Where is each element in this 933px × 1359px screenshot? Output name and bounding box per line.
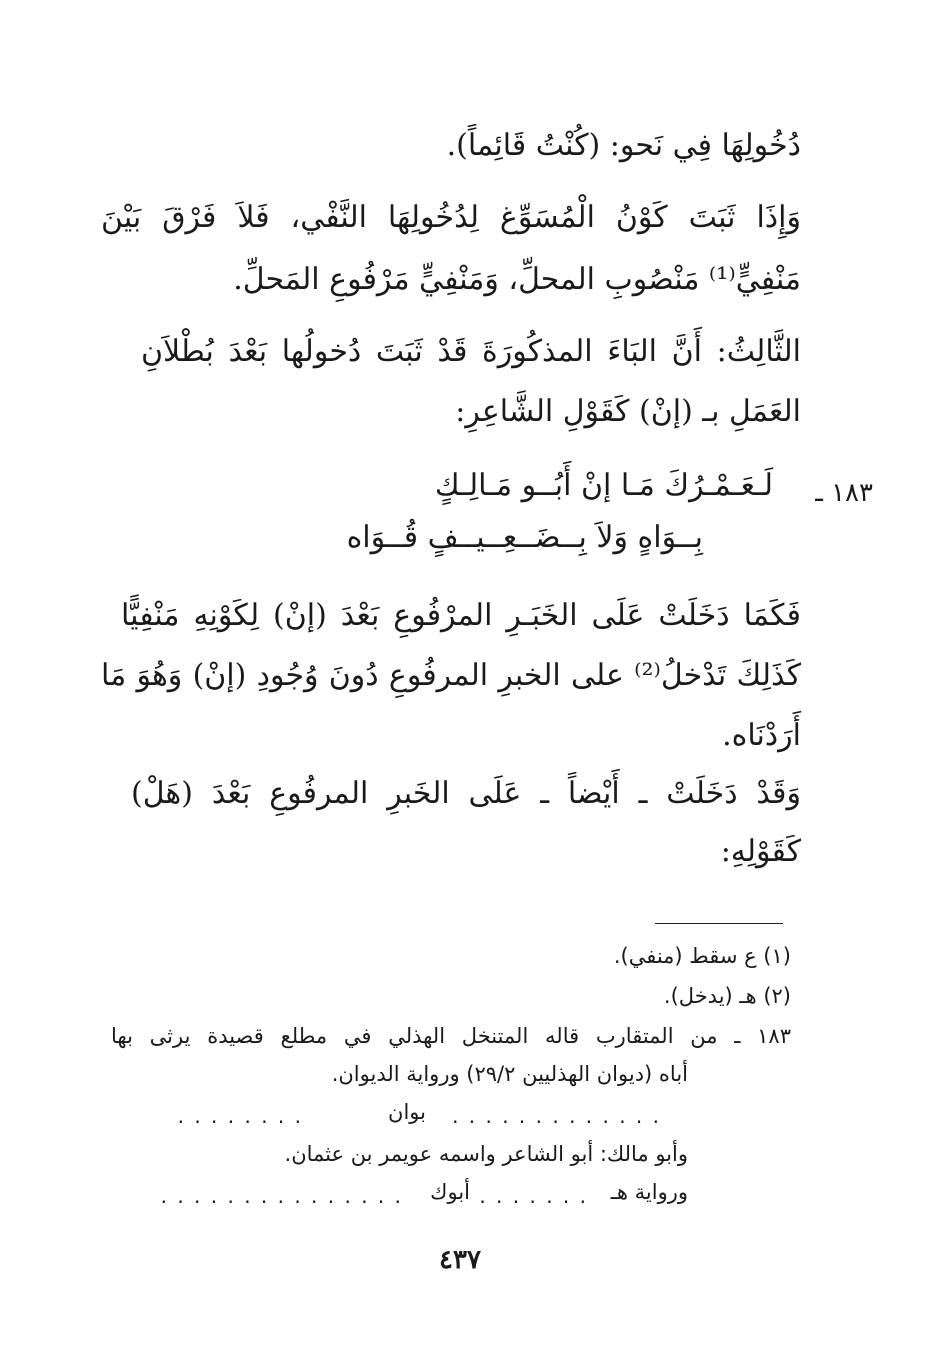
text-line: كَذَلِكَ تَدْخلُ⁽²⁾ على الخبرِ المرفُوعِ دُونَ وُجُودِ (إنْ) وَهُوَ مَا: [101, 658, 802, 693]
footnote-3-line-2: أباه (ديوان الهذليين ٢٩/٢) ورواية الديوان.: [331, 1062, 688, 1086]
footnote-1: (١) ع سقط (منفي).: [613, 944, 791, 968]
text-line: وَقَدْ دَخَلَتْ ـ أَيْضاً ـ عَلَى الخَبرِ المرفُوعِ بَعْدَ (هَلْ): [131, 776, 801, 811]
footnote-3-line-1: ١٨٣ ـ من المتقارب قاله المتنخل الهذلي في مطلع قصيدة يرثى بها: [111, 1024, 791, 1048]
text-line: دُخُولِهَا فِي نَحو: (كُنْتُ قَائِماً).: [446, 128, 801, 163]
footnote-3-variant-label: ورواية هـ: [610, 1180, 688, 1204]
text-line: كَقَوْلِهِ:: [720, 834, 801, 869]
footnote-2: (٢) هـ (يدخل).: [663, 984, 791, 1008]
page-number: ٤٣٧: [439, 1245, 481, 1275]
footnote-separator: [655, 923, 783, 924]
text-line: وَإِذَا ثَبَتَ كَوْنُ الْمُسَوِّغ لِدُخُولِهَا النَّفْي، فَلاَ فَرْقَ بَيْنَ: [101, 200, 801, 235]
footnote-3-line-4: وأبو مالك: أبو الشاعر واسمه عويمر بن عثمان.: [284, 1142, 688, 1166]
ellipsis-dots: . . . . . . . . . . . . .: [452, 1104, 661, 1128]
footnote-3-variant-word: أبوك: [430, 1180, 470, 1204]
text-line: العَمَلِ بـ (إنْ) كَقَوْلِ الشَّاعِرِ:: [455, 394, 801, 429]
verse-number: ١٨٣ ـ: [815, 478, 873, 508]
footnote-3-variant-word: بوان: [388, 1100, 426, 1124]
text-line: الثَّالِثُ: أَنَّ البَاءَ المذكُورَةَ قَدْ ثَبَتَ دُخولُها بَعْدَ بُطْلاَنِ: [141, 334, 801, 369]
text-line: أَرَدْنَاه.: [722, 718, 801, 753]
text-line: فَكَمَا دَخَلَتْ عَلَى الخَبَـرِ المرْفُوعِ بَعْدَ (إنْ) لِكَوْنِهِ مَنْفِيًّا: [121, 598, 801, 633]
verse-hemistich-1: لَـعَـمْـرُكَ مَـا إنْ أَبُــو مَـالِـكٍ: [434, 468, 773, 503]
verse-hemistich-2: بِــوَاهٍ وَلاَ بِــضَــعِــيــفٍ قُــوَاه: [346, 520, 703, 555]
ellipsis-dots: . . . . . . .: [479, 1184, 588, 1208]
ellipsis-dots: . . . . . . . .: [177, 1104, 303, 1128]
ellipsis-dots: . . . . . . . . . . . . . . .: [160, 1184, 403, 1208]
text-line: مَنْفِيٍّ⁽¹⁾ مَنْصُوبِ المحلِّ، وَمَنْفِيٍّ مَرْفُوعِ المَحلِّ.: [233, 262, 801, 297]
